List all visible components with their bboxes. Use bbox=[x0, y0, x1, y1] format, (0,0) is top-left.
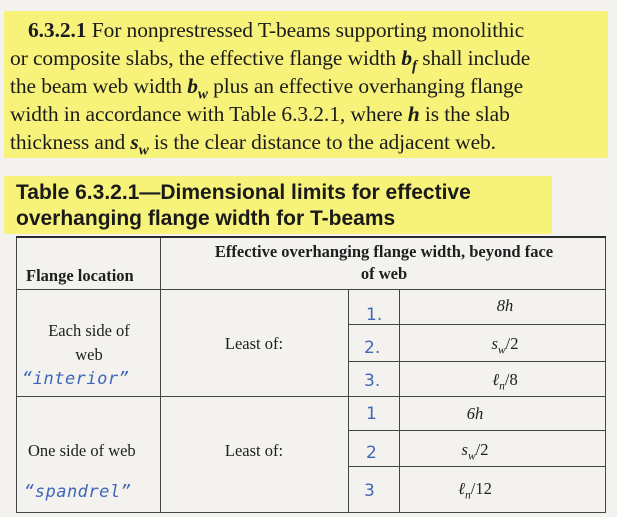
clause-line-4: width in accordance with Table 6.3.2.1, where h is the slab bbox=[10, 102, 510, 126]
hand-number-3-spandrel: 3 bbox=[364, 481, 375, 501]
rule-spandrel: Least of: bbox=[224, 441, 284, 460]
table-caption-line-2: overhanging flange width for T-beams bbox=[16, 207, 396, 230]
hand-number-1-spandrel: 1 bbox=[366, 404, 377, 424]
clause-line-2: or composite slabs, the effective flange width $b_f$ shall include bbox=[10, 46, 531, 75]
clause-line-1: 6.3.2.1 For nonprestressed T-beams supporting monolithic bbox=[28, 18, 525, 42]
clause-number: 6.3.2.1 bbox=[28, 18, 87, 42]
table-top-rule bbox=[16, 236, 606, 238]
header-flange-location: Flange location bbox=[26, 266, 134, 285]
hand-number-2-spandrel: 2 bbox=[366, 443, 377, 463]
expr-6h: 6h bbox=[466, 404, 484, 423]
handwritten-interior-note: “interior” bbox=[22, 369, 130, 389]
handwritten-spandrel-note: “spandrel” bbox=[24, 482, 132, 502]
location-interior-line-1: Each side of bbox=[48, 321, 130, 340]
location-spandrel: One side of web bbox=[28, 441, 136, 460]
expr-sw-over-2: $s_w/2$ bbox=[491, 334, 519, 357]
expr-sw-over-2-spandrel: $s_w/2$ bbox=[461, 440, 489, 463]
hand-number-3: 3. bbox=[364, 371, 381, 391]
expr-ln-over-8: ℓ$_n$/8 bbox=[492, 370, 518, 393]
expr-ln-over-12: ℓ$_n$/12 bbox=[458, 479, 492, 502]
rule-interior: Least of: bbox=[224, 334, 284, 353]
header-effective-width-line-2: of web bbox=[360, 264, 408, 283]
hand-number-1: 1. bbox=[366, 305, 383, 325]
clause-line-3: the beam web width $b_w$ plus an effective overhanging flange bbox=[10, 74, 524, 103]
hand-number-2: 2. bbox=[364, 338, 381, 358]
expr-8h: 8h bbox=[496, 296, 514, 315]
location-interior-line-2: web bbox=[75, 345, 103, 364]
clause-line-5: thickness and $s_w$ is the clear distance to the adjacent web. bbox=[10, 130, 496, 159]
table-caption-line-1: Table 6.3.2.1—Dimensional limits for effective bbox=[16, 181, 471, 204]
header-effective-width-line-1: Effective overhanging flange width, beyond face bbox=[214, 242, 554, 261]
